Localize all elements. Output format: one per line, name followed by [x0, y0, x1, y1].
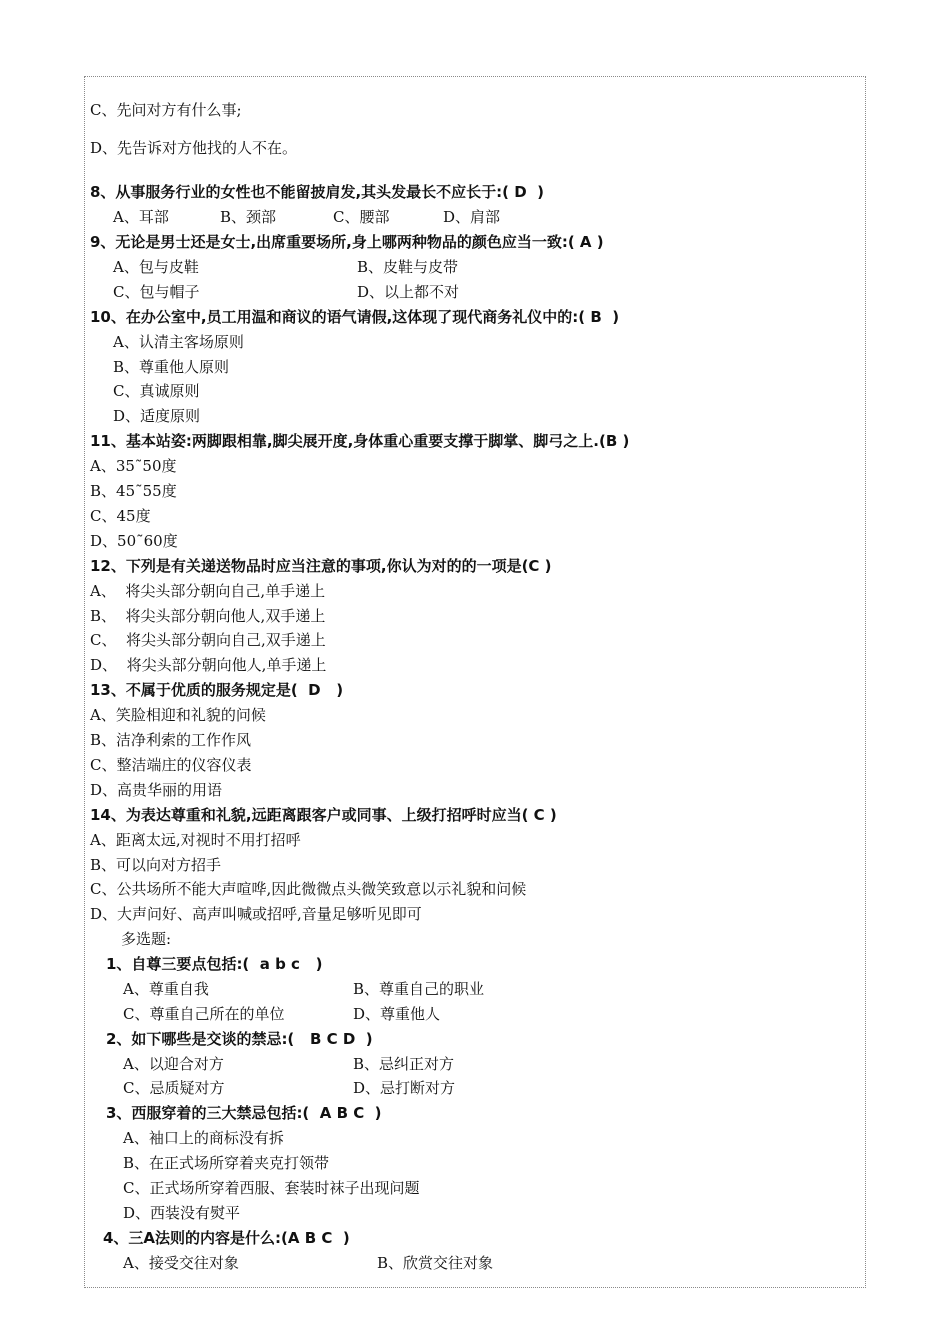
q13-option-b: B、洁净利索的工作作风 — [90, 731, 252, 749]
m3-option-d: D、西装没有熨平 — [123, 1204, 241, 1222]
question-13: 13、不属于优质的服务规定是( D ) — [90, 681, 344, 699]
q14-option-c: C、公共场所不能大声喧哗,因此微微点头微笑致意以示礼貌和问候 — [90, 880, 527, 898]
q11-option-a: A、35˜50度 — [90, 457, 177, 475]
multi-question-4: 4、三A法则的内容是什么:(A B C ) — [103, 1229, 350, 1247]
q14-option-a: A、距离太远,对视时不用打招呼 — [90, 831, 301, 849]
q12-option-d: D、 将尖头部分朝向他人,单手递上 — [90, 656, 327, 674]
multi-question-3: 3、西服穿着的三大禁忌包括:( A B C ) — [106, 1104, 382, 1122]
q8-option-a: A、耳部 — [113, 208, 169, 226]
m4-option-b: B、欣赏交往对象 — [377, 1254, 494, 1272]
q11-option-d: D、50˜60度 — [90, 532, 178, 550]
q9-option-d: D、以上都不对 — [357, 283, 460, 301]
question-14: 14、为表达尊重和礼貌,远距离跟客户或同事、上级打招呼时应当( C ) — [90, 806, 557, 824]
q10-option-a: A、认清主客场原则 — [113, 333, 244, 351]
q8-option-b: B、颈部 — [220, 208, 277, 226]
m3-option-c: C、正式场所穿着西服、套装时袜子出现问题 — [123, 1179, 420, 1197]
m2-option-a: A、以迎合对方 — [123, 1055, 224, 1073]
q12-option-c: C、 将尖头部分朝向自己,双手递上 — [90, 631, 326, 649]
question-11: 11、基本站姿:两脚跟相靠,脚尖展开度,身体重心重要支撑于脚掌、脚弓之上.(B ) — [90, 432, 630, 450]
m1-option-b: B、尊重自己的职业 — [353, 980, 485, 998]
question-10: 10、在办公室中,员工用温和商议的语气请假,这体现了现代商务礼仪中的:( B ) — [90, 308, 620, 326]
q13-option-c: C、整洁端庄的仪容仪表 — [90, 756, 252, 774]
m3-option-b: B、在正式场所穿着夹克打领带 — [123, 1154, 330, 1172]
m3-option-a: A、袖口上的商标没有拆 — [123, 1129, 284, 1147]
q11-option-c: C、45度 — [90, 507, 151, 525]
m1-option-c: C、尊重自己所在的单位 — [123, 1005, 285, 1023]
m2-option-b: B、忌纠正对方 — [353, 1055, 455, 1073]
q13-option-d: D、高贵华丽的用语 — [90, 781, 223, 799]
q10-option-b: B、尊重他人原则 — [113, 358, 230, 376]
q10-option-d: D、适度原则 — [113, 407, 201, 425]
q14-option-d: D、大声问好、高声叫喊或招呼,音量足够听见即可 — [90, 905, 422, 923]
q9-option-c: C、包与帽子 — [113, 283, 200, 301]
m1-option-a: A、尊重自我 — [123, 980, 209, 998]
q12-option-a: A、 将尖头部分朝向自己,单手递上 — [90, 582, 326, 600]
multi-question-2: 2、如下哪些是交谈的禁忌:( B C D ) — [106, 1030, 373, 1048]
m2-option-c: C、忌质疑对方 — [123, 1079, 225, 1097]
q10-option-c: C、真诚原则 — [113, 382, 200, 400]
q11-option-b: B、45˜55度 — [90, 482, 177, 500]
option-c-continued: C、先问对方有什么事; — [90, 101, 242, 119]
option-d-continued: D、先告诉对方他找的人不在。 — [90, 139, 298, 157]
multi-choice-heading: 多选题: — [121, 930, 172, 948]
q13-option-a: A、笑脸相迎和礼貌的问候 — [90, 706, 266, 724]
m2-option-d: D、忌打断对方 — [353, 1079, 456, 1097]
multi-question-1: 1、自尊三要点包括:( a b c ) — [106, 955, 323, 973]
q8-option-c: C、腰部 — [333, 208, 390, 226]
q12-option-b: B、 将尖头部分朝向他人,双手递上 — [90, 607, 326, 625]
q14-option-b: B、可以向对方招手 — [90, 856, 222, 874]
q8-option-d: D、肩部 — [443, 208, 501, 226]
m4-option-a: A、接受交往对象 — [123, 1254, 239, 1272]
q9-option-b: B、皮鞋与皮带 — [357, 258, 459, 276]
question-12: 12、下列是有关递送物品时应当注意的事项,你认为对的的一项是(C ) — [90, 557, 552, 575]
m1-option-d: D、尊重他人 — [353, 1005, 441, 1023]
question-8: 8、从事服务行业的女性也不能留披肩发,其头发最长不应长于:( D ) — [90, 183, 544, 201]
question-9: 9、无论是男士还是女士,出席重要场所,身上哪两种物品的颜色应当一致:( A ) — [90, 233, 604, 251]
q9-option-a: A、包与皮鞋 — [113, 258, 199, 276]
